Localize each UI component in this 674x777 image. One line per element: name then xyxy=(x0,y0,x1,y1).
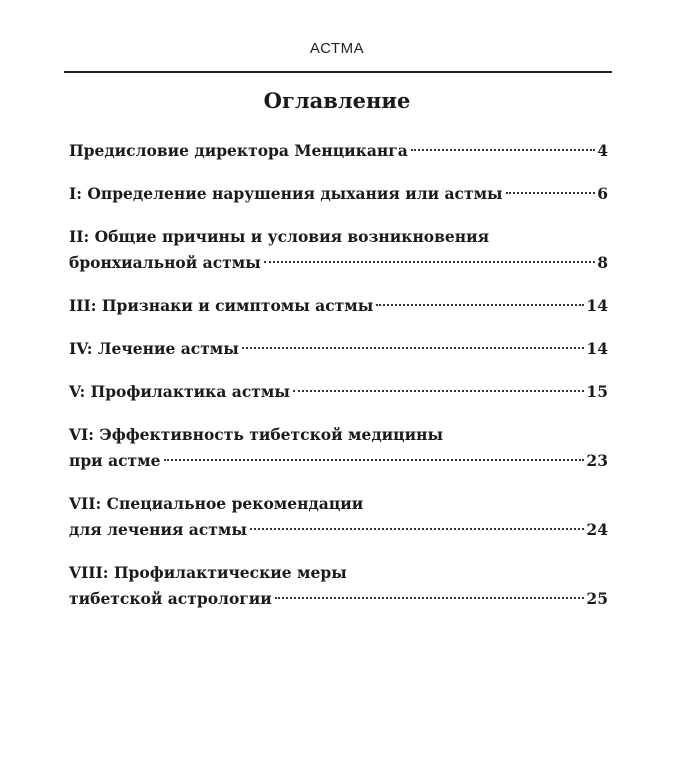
dot-leader xyxy=(506,192,596,194)
toc-entry-page: 14 xyxy=(586,296,608,315)
toc-entry-title-continued: при астме xyxy=(69,451,161,470)
toc-entry-title: III: Признаки и симптомы астмы xyxy=(69,296,374,315)
toc-entry-page: 23 xyxy=(586,451,608,470)
toc-entry-page: 15 xyxy=(586,382,608,401)
toc-entry-title: IV: Лечение астмы xyxy=(69,339,239,358)
dot-leader xyxy=(376,304,584,306)
toc-entry-chapter-7[interactable] xyxy=(69,491,608,543)
toc-entry-page: 14 xyxy=(586,339,608,358)
toc-entry-title: I: Определение нарушения дыхания или астмы xyxy=(69,184,503,203)
toc-entry-title: V: Профилактика астмы xyxy=(69,382,290,401)
toc-entry-chapter-4[interactable] xyxy=(69,336,608,362)
header-rule xyxy=(64,71,612,73)
toc-entry-title-continued: бронхиальной астмы xyxy=(69,253,261,272)
dot-leader xyxy=(164,459,585,461)
toc-entry-page: 8 xyxy=(597,253,608,272)
toc-entry-title: VI: Эффективность тибетской медицины xyxy=(69,425,443,444)
dot-leader xyxy=(275,597,585,599)
toc-entry-page: 6 xyxy=(597,184,608,203)
dot-leader xyxy=(242,347,585,349)
dot-leader xyxy=(264,261,595,263)
toc-entry-page: 24 xyxy=(586,520,608,539)
toc-entry-chapter-2[interactable] xyxy=(69,224,608,276)
toc-entry-page: 4 xyxy=(597,141,608,160)
dot-leader xyxy=(250,528,585,530)
toc-entry-chapter-6[interactable] xyxy=(69,422,608,474)
toc-entry-title-continued: тибетской астрологии xyxy=(69,589,272,608)
toc-entry-chapter-8[interactable] xyxy=(69,560,608,612)
toc-entry-chapter-3[interactable] xyxy=(69,293,608,319)
running-head: АСТМА xyxy=(309,40,365,57)
toc-title: Оглавление xyxy=(263,88,411,113)
dot-leader xyxy=(293,390,585,392)
table-of-contents xyxy=(69,138,608,629)
toc-entry-title: VII: Специальное рекомендации xyxy=(69,494,364,513)
toc-entry-preface[interactable] xyxy=(69,138,608,164)
toc-entry-page: 25 xyxy=(586,589,608,608)
toc-entry-chapter-5[interactable] xyxy=(69,379,608,405)
dot-leader xyxy=(411,149,595,151)
toc-entry-title: II: Общие причины и условия возникновения xyxy=(69,227,490,246)
toc-entry-title: VIII: Профилактические меры xyxy=(69,563,347,582)
toc-entry-chapter-1[interactable] xyxy=(69,181,608,207)
toc-entry-title: Предисловие директора Менциканга xyxy=(69,141,408,160)
toc-entry-title-continued: для лечения астмы xyxy=(69,520,247,539)
